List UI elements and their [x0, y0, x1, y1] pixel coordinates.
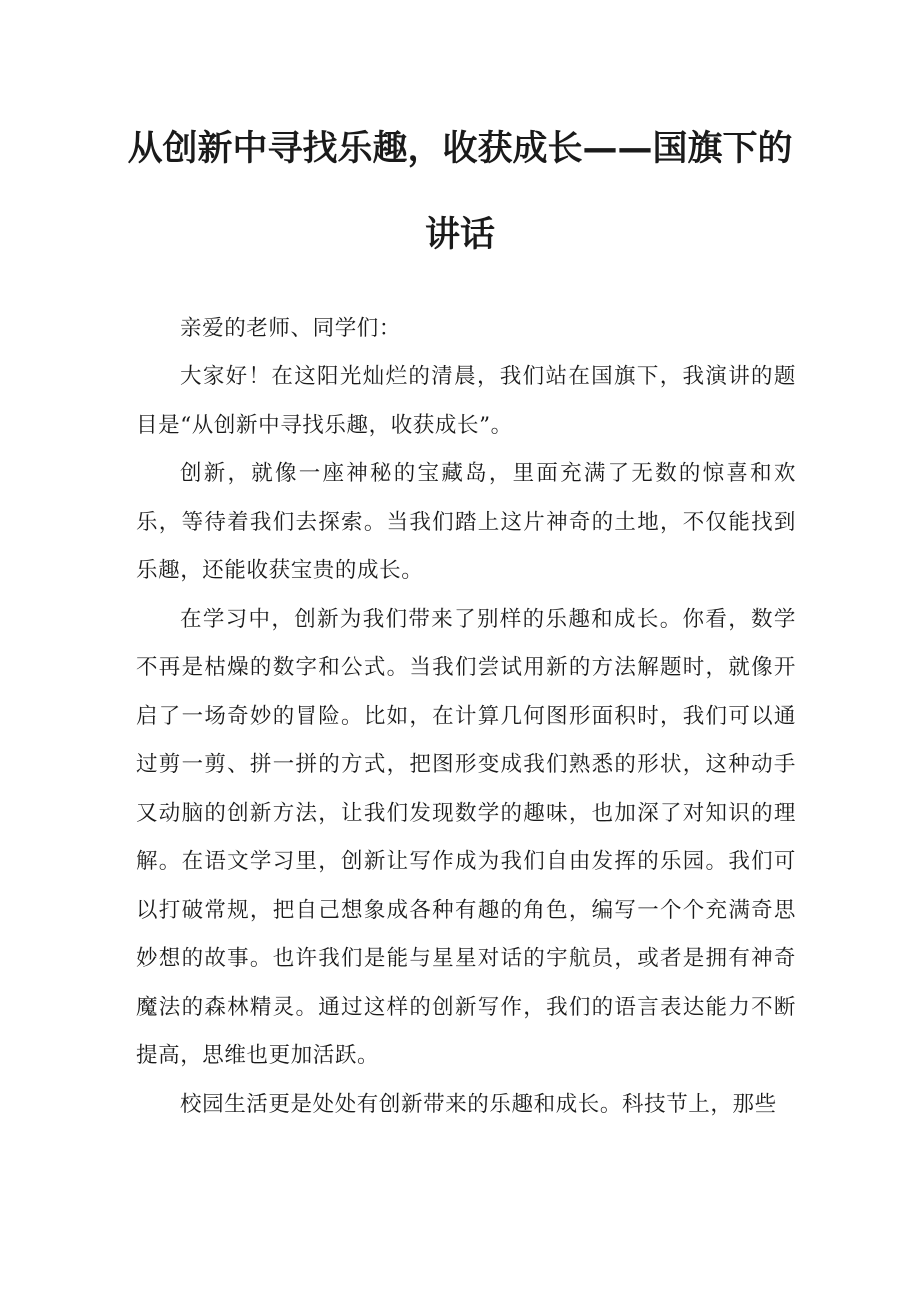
paragraph-learning: 在学习中，创新为我们带来了别样的乐趣和成长。你看，数学不再是枯燥的数字和公式。当我们尝试用新的方法解题时，就像开启了一场奇妙的冒险。比如，在计算几何图形面积时，我们可以通过剪一剪、拼一拼的方式，把图形变成我们熟悉的形状，这种动手又动脑的创新方法，让我们发现数学的趣味，也加深了对知识的理解。在语文学习里，创新让写作成为我们自由发挥的乐园。我们可以打破常规，把自己想象成各种有趣的角色，编写一个个充满奇思妙想的故事。也许我们是能与星星对话的宇航员，或者是拥有神奇魔法的森林精灵。通过这样的创新写作，我们的语言表达能力不断提高，思维也更加活跃。: [136, 606, 796, 1068]
paragraph-campus: 校园生活更是处处有创新带来的乐趣和成长。科技节上，那些: [180, 1091, 777, 1117]
salutation: 亲爱的老师、同学们：: [180, 316, 402, 341]
paragraph-greeting: 大家好！在这阳光灿烂的清晨，我们站在国旗下，我演讲的题目是“从创新中寻找乐趣，收获成长”。: [136, 364, 796, 438]
speech-body: [136, 353, 796, 1129]
paragraph-intro: 创新，就像一座神秘的宝藏岛，里面充满了无数的惊喜和欢乐，等待着我们去探索。当我们踏上这片神奇的土地，不仅能找到乐趣，还能收获宝贵的成长。: [136, 461, 796, 583]
title-line-2: 讲话: [424, 215, 495, 255]
title-line-1: 从创新中寻找乐趣，收获成长——国旗下的: [127, 129, 793, 169]
